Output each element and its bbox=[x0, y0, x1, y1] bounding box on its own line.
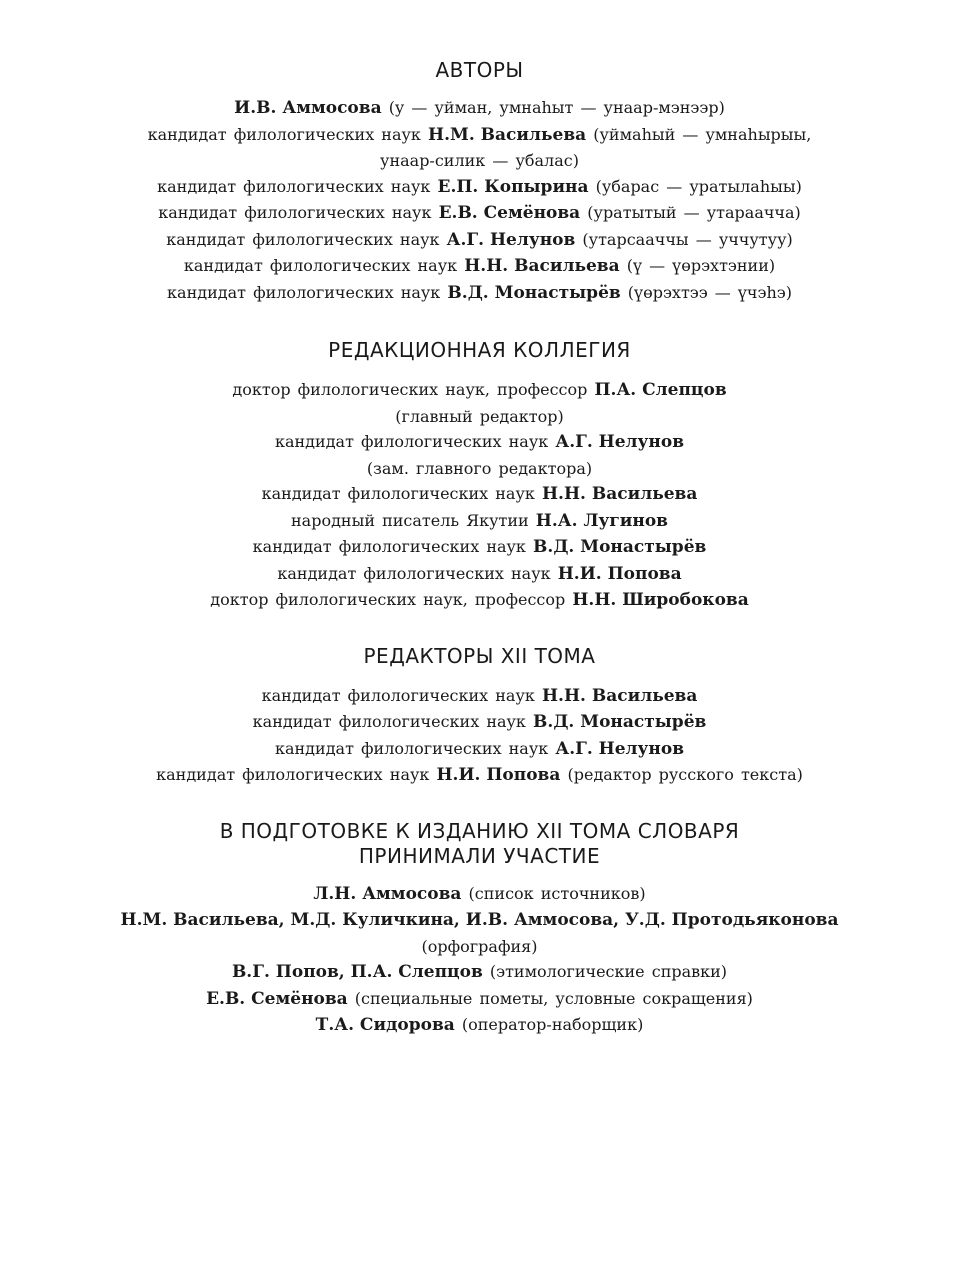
authors-heading: АВТОРЫ bbox=[435, 58, 524, 82]
credit-name: Е.В. Семёнова bbox=[438, 203, 581, 223]
credit-name: А.Г. Нелунов bbox=[446, 229, 576, 250]
credit-name: В.Г. Попов, П.А. Слепцов bbox=[231, 962, 483, 982]
credit-name: В.Д. Монастырёв bbox=[533, 712, 707, 732]
credit-name: А.Г. Нелунов bbox=[555, 432, 685, 452]
credit-line bbox=[0, 881, 959, 908]
credit-line bbox=[0, 429, 959, 456]
credit-line bbox=[0, 508, 959, 535]
credit-line bbox=[0, 534, 959, 561]
credit-note: (у — уйман, умнаһыт — унаар-мэнээр) bbox=[388, 98, 725, 117]
credit-line bbox=[0, 736, 959, 763]
credit-note: (орфография) bbox=[421, 936, 538, 956]
credit-line bbox=[0, 986, 959, 1013]
credit-title: кандидат филологических наук bbox=[167, 282, 441, 302]
credit-note: (уймаһый — умнаһырыы, bbox=[593, 124, 812, 144]
credit-line bbox=[0, 253, 959, 280]
credit-name: Т.А. Сидорова bbox=[315, 1015, 455, 1035]
credit-line bbox=[0, 227, 959, 254]
credit-line bbox=[0, 587, 959, 614]
credit-line bbox=[0, 683, 959, 710]
credit-note: (утарсааччы — уччутуу) bbox=[582, 229, 793, 249]
credit-name: Н.Н. Васильева bbox=[541, 685, 698, 706]
credit-title: кандидат филологических наук bbox=[274, 432, 549, 451]
credit-title: кандидат филологических наук bbox=[156, 765, 430, 784]
credit-note: (оператор-наборщик) bbox=[461, 1015, 644, 1034]
credit-line bbox=[0, 280, 959, 307]
participants-section bbox=[0, 819, 959, 1039]
credit-line bbox=[0, 709, 959, 736]
credit-name: И.В. Аммосова bbox=[234, 98, 382, 118]
credit-line bbox=[0, 404, 959, 430]
credit-name: А.Г. Нелунов bbox=[555, 738, 685, 759]
credit-line bbox=[0, 959, 959, 986]
credit-name: Н.Н. Васильева bbox=[464, 256, 620, 276]
credit-note: (редактор русского текста) bbox=[567, 765, 803, 784]
credit-title: кандидат филологических наук bbox=[157, 176, 431, 196]
credit-line bbox=[0, 934, 959, 960]
volume-editors-list bbox=[0, 683, 959, 789]
credit-title: кандидат филологических наук bbox=[261, 685, 535, 705]
credit-title: кандидат филологических наук bbox=[252, 712, 526, 731]
credit-title: кандидат филологических наук bbox=[183, 256, 458, 275]
editorial-board-heading: РЕДАКЦИОННАЯ КОЛЛЕГИЯ bbox=[328, 338, 631, 362]
credit-title: кандидат филологических наук bbox=[277, 563, 551, 583]
volume-editors-section bbox=[0, 644, 959, 789]
authors-section bbox=[0, 58, 959, 306]
credit-note: (главный редактор) bbox=[395, 406, 564, 426]
credit-name: Н.М. Васильева bbox=[428, 124, 587, 145]
credit-name: В.Д. Монастырёв bbox=[447, 282, 621, 303]
credit-line bbox=[0, 456, 959, 482]
credit-line bbox=[0, 907, 959, 934]
credit-title: кандидат филологических наук bbox=[274, 738, 549, 758]
credit-name: В.Д. Монастырёв bbox=[533, 537, 707, 557]
credit-note: унаар-силик — убалас) bbox=[380, 151, 579, 170]
credit-name: Н.И. Попова bbox=[436, 765, 561, 785]
credit-note: (список источников) bbox=[468, 883, 646, 903]
credit-name: Е.В. Семёнова bbox=[206, 988, 348, 1009]
credit-line bbox=[0, 377, 959, 404]
participants-heading-line1: В ПОДГОТОВКЕ К ИЗДАНИЮ XII ТОМА СЛОВАРЯ bbox=[219, 818, 740, 843]
credit-title: доктор филологических наук, профессор bbox=[232, 380, 588, 399]
credit-line bbox=[0, 95, 959, 122]
credit-title: кандидат филологических наук bbox=[158, 203, 432, 222]
credit-name: Н.А. Лугинов bbox=[535, 510, 668, 531]
credit-name: Н.Н. Васильева bbox=[541, 484, 698, 504]
credit-note: (специальные пометы, условные сокращения) bbox=[354, 988, 753, 1008]
credit-line bbox=[0, 148, 959, 174]
credit-note: (үөрэхтээ — үчэһэ) bbox=[627, 282, 792, 302]
editorial-board-list bbox=[0, 377, 959, 614]
credit-note: (этимологические справки) bbox=[489, 962, 728, 981]
credit-name: Н.Н. Широбокова bbox=[572, 590, 749, 610]
credit-line bbox=[0, 561, 959, 588]
credit-name: Л.Н. Аммосова bbox=[313, 883, 462, 904]
credit-name: Е.П. Копырина bbox=[437, 176, 589, 197]
credit-line bbox=[0, 174, 959, 201]
credit-note: (убарас — уратылаһыы) bbox=[595, 176, 802, 196]
credit-line bbox=[0, 200, 959, 227]
credit-line bbox=[0, 122, 959, 149]
participants-heading bbox=[0, 819, 959, 869]
authors-list bbox=[0, 95, 959, 306]
credit-name: Н.М. Васильева, М.Д. Куличкина, И.В. Аммосова, У.Д. Протодьяконова bbox=[120, 910, 839, 930]
credit-name: Н.И. Попова bbox=[557, 563, 682, 584]
participants-heading-line2: ПРИНИМАЛИ УЧАСТИЕ bbox=[358, 843, 601, 868]
editorial-board-section bbox=[0, 338, 959, 614]
credit-title: кандидат филологических наук bbox=[166, 229, 440, 249]
credit-title: кандидат филологических наук bbox=[261, 484, 535, 503]
credit-note: (уратытый — утараачча) bbox=[587, 203, 801, 222]
credit-note: (ү — үөрэхтэнии) bbox=[626, 256, 776, 275]
credit-name: П.А. Слепцов bbox=[594, 380, 727, 400]
credit-title: доктор филологических наук, профессор bbox=[210, 590, 566, 609]
credit-line bbox=[0, 1012, 959, 1039]
participants-list bbox=[0, 881, 959, 1039]
credit-title: народный писатель Якутии bbox=[291, 510, 529, 530]
credit-note: (зам. главного редактора) bbox=[366, 458, 593, 478]
credit-line bbox=[0, 481, 959, 508]
volume-editors-heading: РЕДАКТОРЫ XII ТОМА bbox=[363, 643, 596, 668]
credit-title: кандидат филологических наук bbox=[252, 537, 526, 556]
credit-title: кандидат филологических наук bbox=[147, 124, 421, 144]
credit-line bbox=[0, 762, 959, 789]
